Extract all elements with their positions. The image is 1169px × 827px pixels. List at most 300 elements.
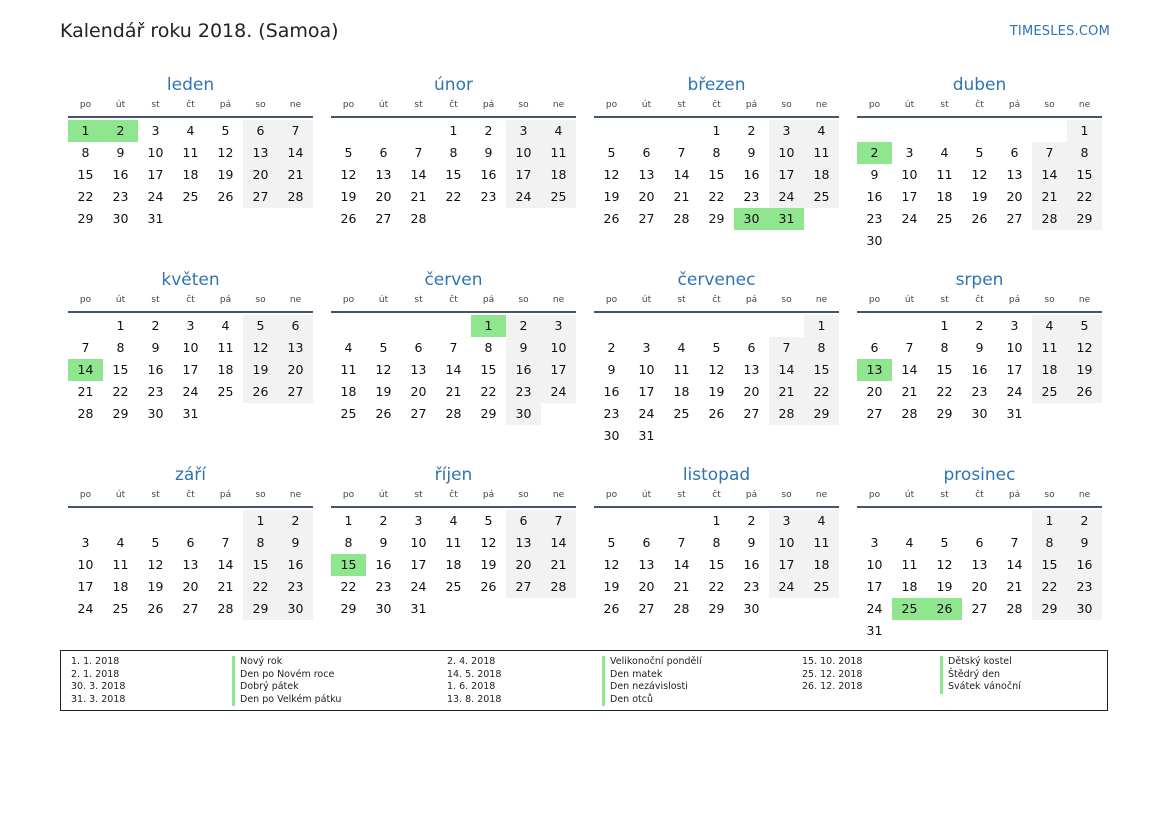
month-name: leden — [166, 75, 215, 95]
day-cell: 4 — [804, 510, 839, 532]
legend-date: 1. 6. 2018 — [447, 681, 496, 692]
day-cell: 9 — [151, 340, 160, 355]
day-cell: 25 — [673, 406, 690, 421]
day-cell: 30 — [375, 601, 392, 616]
day-cell: 7 — [1010, 535, 1019, 550]
day-cell: 25 — [1032, 381, 1067, 403]
day-cell: 19 — [936, 579, 953, 594]
weekday-label: út — [641, 295, 652, 305]
empty-cell — [857, 120, 892, 142]
day-cell: 5 — [221, 123, 230, 138]
empty-cell — [734, 315, 769, 337]
empty-cell — [664, 315, 699, 337]
day-cell: 3 — [642, 340, 651, 355]
day-cell: 27 — [506, 576, 541, 598]
day-cell: 8 — [1067, 142, 1102, 164]
weekday-label: pá — [1008, 490, 1021, 500]
holiday-legend — [60, 650, 1108, 711]
day-cell: 30 — [743, 601, 760, 616]
day-cell: 15 — [445, 167, 462, 182]
day-cell: 24 — [506, 186, 541, 208]
empty-cell — [892, 510, 927, 532]
empty-cell — [401, 315, 436, 337]
day-cell: 8 — [116, 340, 125, 355]
day-cell: 21 — [1006, 579, 1023, 594]
day-cell: 28 — [673, 211, 690, 226]
day-cell: 4 — [449, 513, 458, 528]
weekday-label: pá — [745, 100, 758, 110]
day-cell: 20 — [278, 359, 313, 381]
month-říjen — [331, 462, 576, 657]
empty-cell — [401, 120, 436, 142]
day-cell: 10 — [769, 142, 804, 164]
day-cell: 14 — [673, 167, 690, 182]
legend-date: 30. 3. 2018 — [71, 681, 126, 692]
empty-cell — [436, 598, 471, 620]
day-cell: 15 — [708, 167, 725, 182]
day-grid — [857, 510, 1102, 642]
day-cell: 2 — [1067, 510, 1102, 532]
empty-cell — [594, 510, 629, 532]
weekday-label: pá — [745, 490, 758, 500]
day-cell: 16 — [147, 362, 164, 377]
day-cell: 8 — [81, 145, 90, 160]
day-cell: 18 — [1032, 359, 1067, 381]
day-cell: 12 — [243, 337, 278, 359]
weekday-label: pá — [219, 100, 232, 110]
day-cell: 14 — [68, 359, 103, 381]
weekday-label: pá — [219, 295, 232, 305]
weekday-label: čt — [449, 490, 458, 500]
legend-holiday-name: Dobrý pátek — [232, 681, 341, 694]
empty-cell — [699, 315, 734, 337]
day-cell: 22 — [708, 579, 725, 594]
day-cell: 1 — [1032, 510, 1067, 532]
legend-date: 26. 12. 2018 — [802, 681, 863, 692]
day-cell: 23 — [603, 406, 620, 421]
legend-date: 2. 1. 2018 — [71, 668, 120, 680]
weekday-label: ne — [1078, 490, 1091, 500]
day-cell: 25 — [217, 384, 234, 399]
empty-cell — [1032, 230, 1067, 252]
empty-cell — [892, 315, 927, 337]
day-cell: 24 — [769, 186, 804, 208]
day-cell: 31 — [866, 623, 883, 638]
weekday-label: čt — [712, 490, 721, 500]
day-cell: 23 — [147, 384, 164, 399]
day-cell: 16 — [480, 167, 497, 182]
day-cell: 6 — [975, 535, 984, 550]
day-cell: 26 — [927, 598, 962, 620]
day-cell: 2 — [484, 123, 493, 138]
day-cell: 6 — [186, 535, 195, 550]
day-cell: 5 — [607, 535, 616, 550]
day-cell: 2 — [103, 120, 138, 142]
day-cell: 17 — [182, 362, 199, 377]
day-cell: 19 — [340, 189, 357, 204]
empty-cell — [541, 403, 576, 425]
day-grid — [857, 315, 1102, 425]
day-cell: 12 — [217, 145, 234, 160]
day-cell: 7 — [278, 120, 313, 142]
day-cell: 18 — [112, 579, 129, 594]
empty-cell — [208, 208, 243, 230]
weekday-label: čt — [975, 490, 984, 500]
month-leden — [68, 72, 313, 267]
day-cell: 9 — [975, 340, 984, 355]
day-cell: 31 — [410, 601, 427, 616]
day-cell: 12 — [340, 167, 357, 182]
day-cell: 14 — [410, 167, 427, 182]
day-cell: 10 — [769, 532, 804, 554]
day-cell: 18 — [340, 384, 357, 399]
empty-cell — [366, 315, 401, 337]
legend-holiday-name: Den otců — [602, 694, 702, 707]
weekday-header — [68, 488, 313, 508]
day-cell: 13 — [857, 359, 892, 381]
day-cell: 15 — [804, 359, 839, 381]
day-cell: 15 — [480, 362, 497, 377]
day-cell: 27 — [1006, 211, 1023, 226]
day-cell: 24 — [769, 576, 804, 598]
empty-cell — [857, 315, 892, 337]
day-cell: 6 — [243, 120, 278, 142]
day-cell: 8 — [243, 532, 278, 554]
day-cell: 3 — [506, 120, 541, 142]
weekday-label: st — [414, 100, 423, 110]
day-cell: 26 — [971, 211, 988, 226]
day-cell: 29 — [708, 601, 725, 616]
day-cell: 3 — [186, 318, 195, 333]
legend-names — [232, 656, 341, 706]
day-cell: 11 — [804, 142, 839, 164]
weekday-label: st — [414, 295, 423, 305]
day-cell: 27 — [743, 406, 760, 421]
day-cell: 2 — [151, 318, 160, 333]
empty-cell — [1067, 403, 1102, 425]
day-cell: 31 — [1006, 406, 1023, 421]
day-cell: 21 — [445, 384, 462, 399]
day-grid — [68, 510, 313, 620]
day-grid — [594, 120, 839, 230]
weekday-header — [594, 293, 839, 313]
day-cell: 10 — [147, 145, 164, 160]
day-cell: 1 — [68, 120, 103, 142]
day-cell: 6 — [506, 510, 541, 532]
day-cell: 3 — [769, 120, 804, 142]
month-březen — [594, 72, 839, 267]
day-cell: 13 — [243, 142, 278, 164]
day-cell: 12 — [1067, 337, 1102, 359]
empty-cell — [68, 510, 103, 532]
weekday-label: čt — [975, 100, 984, 110]
weekday-header — [857, 488, 1102, 508]
legend-dates — [447, 656, 501, 706]
weekday-label: út — [115, 490, 126, 500]
day-cell: 28 — [673, 601, 690, 616]
day-cell: 7 — [221, 535, 230, 550]
day-cell: 22 — [77, 189, 94, 204]
empty-cell — [541, 598, 576, 620]
weekday-header — [68, 293, 313, 313]
legend-date: 1. 1. 2018 — [71, 656, 120, 667]
day-cell: 15 — [936, 362, 953, 377]
day-cell: 15 — [243, 554, 278, 576]
weekday-label: út — [904, 490, 915, 500]
day-cell: 10 — [638, 362, 655, 377]
weekday-label: čt — [186, 490, 195, 500]
day-cell: 21 — [77, 384, 94, 399]
day-cell: 23 — [112, 189, 129, 204]
day-cell: 14 — [901, 362, 918, 377]
weekday-label: po — [79, 295, 92, 305]
legend-date: 25. 12. 2018 — [802, 668, 863, 680]
day-cell: 14 — [769, 359, 804, 381]
legend-date: 15. 10. 2018 — [802, 656, 863, 667]
empty-cell — [1067, 620, 1102, 642]
day-cell: 21 — [278, 164, 313, 186]
empty-cell — [927, 120, 962, 142]
day-cell: 26 — [603, 601, 620, 616]
day-cell: 2 — [747, 123, 756, 138]
day-cell: 31 — [182, 406, 199, 421]
day-cell: 5 — [940, 535, 949, 550]
legend-holiday-name: Den po Novém roce — [232, 669, 341, 682]
day-cell: 19 — [243, 359, 278, 381]
empty-cell — [471, 598, 506, 620]
month-name: říjen — [434, 465, 473, 485]
day-cell: 22 — [936, 384, 953, 399]
month-name: listopad — [682, 465, 751, 485]
day-cell: 5 — [1067, 315, 1102, 337]
day-cell: 14 — [1032, 164, 1067, 186]
weekday-label: ne — [289, 295, 302, 305]
day-cell: 15 — [112, 362, 129, 377]
day-cell: 29 — [77, 211, 94, 226]
day-cell: 8 — [449, 145, 458, 160]
day-cell: 28 — [769, 403, 804, 425]
day-cell: 1 — [712, 513, 721, 528]
day-cell: 20 — [743, 384, 760, 399]
weekday-header — [594, 488, 839, 508]
empty-cell — [804, 425, 839, 447]
day-cell: 26 — [243, 381, 278, 403]
weekday-label: út — [904, 100, 915, 110]
day-cell: 5 — [379, 340, 388, 355]
day-cell: 10 — [182, 340, 199, 355]
empty-cell — [857, 510, 892, 532]
day-cell: 29 — [480, 406, 497, 421]
day-cell: 13 — [971, 557, 988, 572]
day-grid — [331, 510, 576, 620]
empty-cell — [243, 403, 278, 425]
empty-cell — [541, 208, 576, 230]
brand-link[interactable]: TIMESLES.COM — [1009, 24, 1110, 39]
day-cell: 17 — [506, 164, 541, 186]
day-cell: 20 — [375, 189, 392, 204]
day-cell: 26 — [217, 189, 234, 204]
day-cell: 27 — [375, 211, 392, 226]
weekday-label: so — [781, 295, 792, 305]
legend-holiday-name: Den po Velkém pátku — [232, 694, 341, 707]
day-cell: 3 — [414, 513, 423, 528]
day-cell: 5 — [484, 513, 493, 528]
day-cell: 25 — [804, 186, 839, 208]
day-cell: 9 — [870, 167, 879, 182]
day-cell: 13 — [410, 362, 427, 377]
weekday-label: ne — [552, 295, 565, 305]
weekday-label: so — [255, 295, 266, 305]
weekday-label: pá — [219, 490, 232, 500]
day-cell: 17 — [638, 384, 655, 399]
empty-cell — [962, 510, 997, 532]
weekday-label: po — [868, 100, 881, 110]
page-title: Kalendář roku 2018. (Samoa) — [60, 20, 339, 42]
weekday-label: út — [904, 295, 915, 305]
weekday-label: so — [518, 100, 529, 110]
day-cell: 16 — [1067, 554, 1102, 576]
month-prosinec — [857, 462, 1102, 657]
day-cell: 22 — [112, 384, 129, 399]
day-cell: 7 — [905, 340, 914, 355]
day-cell: 16 — [375, 557, 392, 572]
day-cell: 27 — [866, 406, 883, 421]
day-cell: 11 — [541, 142, 576, 164]
day-cell: 26 — [603, 211, 620, 226]
empty-cell — [769, 315, 804, 337]
day-cell: 12 — [936, 557, 953, 572]
weekday-label: so — [255, 490, 266, 500]
weekday-label: st — [677, 100, 686, 110]
empty-cell — [962, 620, 997, 642]
day-cell: 13 — [638, 167, 655, 182]
empty-cell — [1032, 620, 1067, 642]
day-cell: 10 — [541, 337, 576, 359]
weekday-label: so — [781, 100, 792, 110]
day-cell: 23 — [971, 384, 988, 399]
day-cell: 16 — [743, 167, 760, 182]
month-červenec — [594, 267, 839, 462]
day-cell: 30 — [147, 406, 164, 421]
day-cell: 13 — [375, 167, 392, 182]
day-cell: 1 — [804, 315, 839, 337]
day-cell: 15 — [331, 554, 366, 576]
day-cell: 27 — [638, 211, 655, 226]
day-cell: 29 — [1067, 208, 1102, 230]
day-cell: 13 — [638, 557, 655, 572]
empty-cell — [734, 425, 769, 447]
day-cell: 25 — [112, 601, 129, 616]
day-cell: 11 — [182, 145, 199, 160]
day-grid — [68, 315, 313, 425]
weekday-header — [68, 98, 313, 118]
day-cell: 17 — [541, 359, 576, 381]
day-cell: 15 — [1067, 164, 1102, 186]
day-cell: 1 — [1067, 120, 1102, 142]
day-cell: 28 — [541, 576, 576, 598]
day-cell: 12 — [708, 362, 725, 377]
day-cell: 18 — [804, 554, 839, 576]
day-cell: 3 — [81, 535, 90, 550]
day-cell: 26 — [1067, 381, 1102, 403]
day-cell: 2 — [607, 340, 616, 355]
day-cell: 28 — [901, 406, 918, 421]
weekday-label: st — [940, 295, 949, 305]
day-cell: 10 — [901, 167, 918, 182]
weekday-label: út — [641, 490, 652, 500]
legend-holiday-name: Štědrý den — [940, 669, 1021, 682]
day-cell: 11 — [936, 167, 953, 182]
empty-cell — [927, 230, 962, 252]
day-cell: 9 — [747, 145, 756, 160]
day-cell: 7 — [414, 145, 423, 160]
day-cell: 11 — [804, 532, 839, 554]
weekday-label: čt — [449, 100, 458, 110]
day-cell: 21 — [901, 384, 918, 399]
weekday-label: st — [414, 490, 423, 500]
weekday-label: čt — [712, 100, 721, 110]
day-cell: 8 — [344, 535, 353, 550]
day-grid — [857, 120, 1102, 252]
day-cell: 18 — [901, 579, 918, 594]
empty-cell — [962, 120, 997, 142]
day-cell: 4 — [804, 120, 839, 142]
empty-cell — [278, 208, 313, 230]
empty-cell — [278, 403, 313, 425]
day-cell: 28 — [77, 406, 94, 421]
day-cell: 31 — [769, 208, 804, 230]
empty-cell — [629, 315, 664, 337]
legend-holiday-name: Svátek vánoční — [940, 681, 1021, 694]
day-grid — [331, 120, 576, 230]
day-cell: 17 — [769, 164, 804, 186]
day-cell: 19 — [1067, 359, 1102, 381]
day-cell: 22 — [1067, 186, 1102, 208]
empty-cell — [594, 315, 629, 337]
empty-cell — [997, 620, 1032, 642]
day-cell: 22 — [480, 384, 497, 399]
day-cell: 1 — [712, 123, 721, 138]
weekday-label: st — [940, 100, 949, 110]
day-cell: 24 — [638, 406, 655, 421]
weekday-label: so — [781, 490, 792, 500]
day-cell: 6 — [1010, 145, 1019, 160]
day-cell: 4 — [940, 145, 949, 160]
day-cell: 11 — [217, 340, 234, 355]
day-cell: 24 — [1006, 384, 1023, 399]
day-cell: 19 — [603, 579, 620, 594]
month-duben — [857, 72, 1102, 267]
empty-cell — [331, 315, 366, 337]
day-cell: 31 — [638, 428, 655, 443]
day-cell: 24 — [541, 381, 576, 403]
day-cell: 23 — [278, 576, 313, 598]
day-cell: 9 — [116, 145, 125, 160]
day-cell: 20 — [638, 579, 655, 594]
day-cell: 7 — [541, 510, 576, 532]
day-cell: 9 — [506, 337, 541, 359]
month-name: březen — [687, 75, 746, 95]
day-cell: 18 — [936, 189, 953, 204]
day-cell: 9 — [484, 145, 493, 160]
day-cell: 6 — [379, 145, 388, 160]
day-cell: 24 — [77, 601, 94, 616]
empty-cell — [997, 120, 1032, 142]
weekday-label: út — [115, 295, 126, 305]
empty-cell — [664, 510, 699, 532]
weekday-label: ne — [552, 100, 565, 110]
day-cell: 4 — [344, 340, 353, 355]
